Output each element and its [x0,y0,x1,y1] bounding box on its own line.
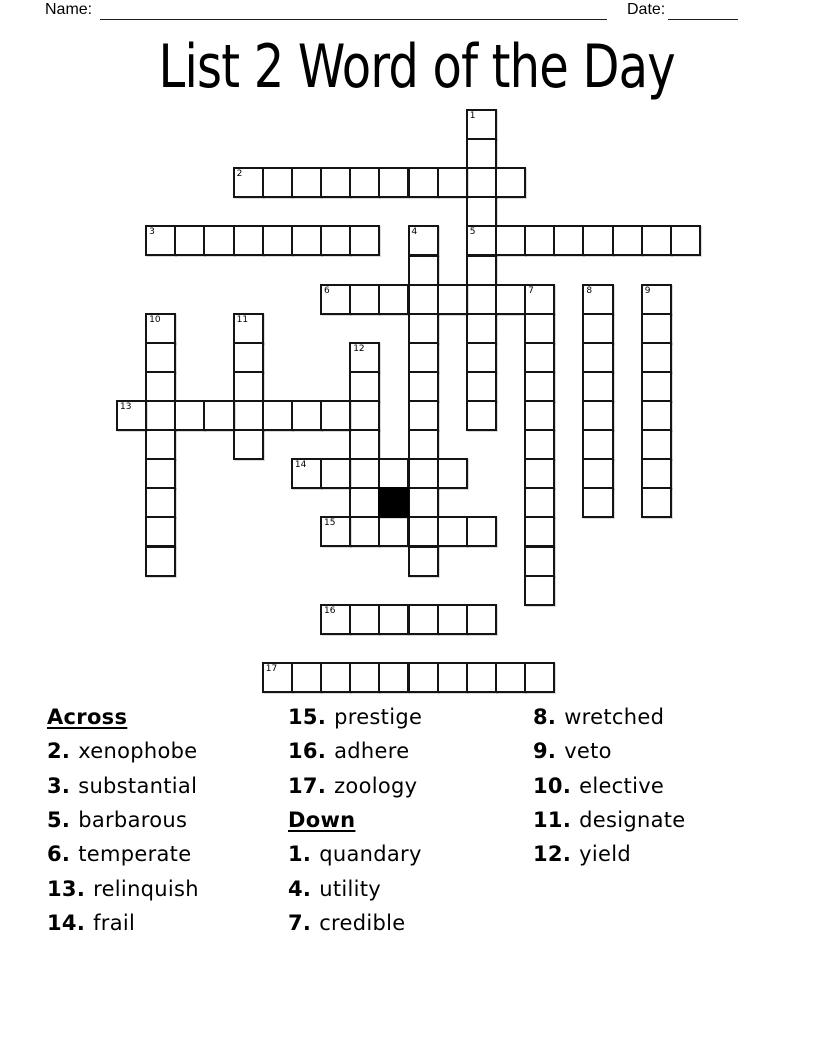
grid-cell[interactable] [408,516,439,547]
down-heading-row [288,803,422,837]
name-blank-line [100,3,607,20]
grid-cell[interactable] [233,313,264,344]
cell-number: 3 [149,227,155,238]
grid-cell[interactable] [408,604,439,635]
grid-cell[interactable] [466,167,497,198]
grid-cell[interactable] [145,313,176,344]
grid-cell[interactable] [466,138,497,169]
grid-cell[interactable] [408,313,439,344]
grid-cell[interactable] [524,284,555,315]
grid-cell[interactable] [320,516,351,547]
clue-item [288,734,422,768]
clue-item [288,769,422,803]
across-heading: Across [47,705,128,730]
grid-cell[interactable] [174,225,205,256]
grid-cell[interactable] [408,546,439,577]
grid-cell[interactable] [320,284,351,315]
cell-number: 8 [586,285,593,296]
grid-cell[interactable] [466,604,497,635]
grid-cell[interactable] [466,284,497,315]
grid-cell[interactable] [145,225,176,256]
grid-cell[interactable] [408,342,439,373]
clue-column-1 [47,700,199,940]
grid-cell[interactable] [349,342,380,373]
grid-cell[interactable] [203,225,234,256]
clue-item [533,837,686,871]
grid-cell[interactable] [349,284,380,315]
grid-cell[interactable] [262,400,293,431]
grid-cell[interactable] [233,167,264,198]
clue-item [533,734,686,768]
clue-word: wretched [564,705,665,730]
grid-cell[interactable] [612,225,643,256]
clue-item [288,837,422,871]
clue-word: zoology [334,773,418,798]
grid-cell[interactable] [408,284,439,315]
clue-number: 7. [288,910,312,935]
grid-cell[interactable] [582,225,613,256]
grid-cell[interactable] [349,458,380,489]
grid-cell[interactable] [349,167,380,198]
grid-cell[interactable] [524,575,555,606]
grid-cell[interactable] [582,458,613,489]
grid-cell[interactable] [349,487,380,518]
clue-word: elective [579,773,665,798]
clue-number: 3. [47,773,71,798]
grid-cell[interactable] [408,429,439,460]
clue-item [47,769,199,803]
grid-cell[interactable] [437,516,468,547]
grid-cell[interactable] [641,429,672,460]
grid-cell[interactable] [262,225,293,256]
grid-cell[interactable] [641,458,672,489]
grid-cell[interactable] [466,342,497,373]
clue-item [47,871,199,905]
date-label: Date: [627,1,666,18]
grid-cell[interactable] [291,400,322,431]
clue-column-3 [533,700,686,871]
grid-cell[interactable] [495,167,526,198]
grid-cell[interactable] [641,284,672,315]
grid-cell[interactable] [524,429,555,460]
grid-cell[interactable] [495,225,526,256]
grid-cell[interactable] [408,487,439,518]
grid-cell[interactable] [145,487,176,518]
grid-cell[interactable] [203,400,234,431]
grid-cell[interactable] [145,371,176,402]
grid-cell[interactable] [320,167,351,198]
grid-cell[interactable] [145,458,176,489]
clue-word: designate [579,808,686,833]
grid-cell[interactable] [349,225,380,256]
grid-cell[interactable] [378,284,409,315]
grid-cell[interactable] [320,225,351,256]
grid-cell[interactable] [233,429,264,460]
clue-word: quandary [319,842,422,867]
date-blank-line [668,3,738,20]
grid-cell[interactable] [641,313,672,344]
grid-cell[interactable] [174,400,205,431]
clue-word: prestige [334,705,423,730]
grid-cell[interactable] [291,167,322,198]
cell-number: 12 [353,343,365,354]
grid-cell[interactable] [582,371,613,402]
clue-item [533,700,686,734]
grid-cell[interactable] [408,662,439,693]
clue-word: barbarous [78,808,188,833]
grid-cell[interactable] [524,342,555,373]
clue-number: 15. [288,705,327,730]
clue-item [533,769,686,803]
grid-cell[interactable] [349,371,380,402]
grid-cell[interactable] [437,284,468,315]
grid-cell[interactable] [349,429,380,460]
grid-cell[interactable] [262,662,293,693]
grid-cell[interactable] [408,225,439,256]
grid-cell[interactable] [641,225,672,256]
grid-cell[interactable] [582,342,613,373]
cell-number: 10 [149,314,161,325]
grid-cell[interactable] [291,662,322,693]
clue-item [533,803,686,837]
grid-cell[interactable] [641,371,672,402]
clue-number: 16. [288,739,327,764]
black-cell [378,487,409,518]
clue-word: credible [319,910,406,935]
clue-number: 13. [47,876,86,901]
grid-cell[interactable] [378,167,409,198]
clue-number: 6. [47,842,71,867]
cell-number: 13 [120,402,132,412]
grid-cell[interactable] [378,662,409,693]
clue-item [288,700,422,734]
grid-cell[interactable] [408,458,439,489]
grid-cell[interactable] [408,371,439,402]
grid-cell[interactable] [145,516,176,547]
grid-cell[interactable] [349,604,380,635]
cell-number: 9 [644,285,651,296]
grid-cell[interactable] [582,400,613,431]
cell-number: 5 [469,227,476,238]
grid-cell[interactable] [466,255,497,286]
grid-cell[interactable] [233,225,264,256]
grid-cell[interactable] [524,662,555,693]
cell-number: 16 [324,605,336,616]
grid-cell[interactable] [524,313,555,344]
clue-word: utility [319,876,382,901]
cell-number: 17 [265,663,278,674]
grid-cell[interactable] [670,225,701,256]
clue-word: veto [564,739,612,764]
grid-cell[interactable] [116,400,147,431]
name-label: Name: [45,1,93,18]
grid-cell[interactable] [582,487,613,518]
grid-cell[interactable] [582,284,613,315]
grid-cell[interactable] [582,313,613,344]
clue-number: 11. [533,808,572,833]
grid-cell[interactable] [145,400,176,431]
cell-number: 6 [324,285,330,296]
grid-cell[interactable] [553,225,584,256]
grid-cell[interactable] [233,400,264,431]
grid-cell[interactable] [349,400,380,431]
clue-word: frail [93,910,136,935]
grid-cell[interactable] [524,546,555,577]
grid-cell[interactable] [233,342,264,373]
cell-number: 15 [324,518,336,529]
clue-item [47,906,199,940]
clue-number: 12. [533,842,572,867]
grid-cell[interactable] [466,662,497,693]
grid-cell[interactable] [408,167,439,198]
down-heading: Down [288,808,356,833]
clue-word: adhere [334,739,410,764]
grid-cell[interactable] [320,662,351,693]
grid-cell[interactable] [262,167,293,198]
name-date-header [0,0,816,24]
grid-cell[interactable] [524,371,555,402]
cell-number: 11 [236,314,249,325]
cell-number: 7 [528,285,534,296]
clue-word: relinquish [93,876,199,901]
cell-number: 2 [236,169,243,180]
clue-number: 17. [288,773,327,798]
grid-cell[interactable] [320,400,351,431]
clue-number: 1. [288,842,312,867]
grid-cell[interactable] [408,255,439,286]
clue-word: substantial [78,773,198,798]
grid-cell[interactable] [641,487,672,518]
clue-number: 5. [47,808,71,833]
page-title-text: List 2 Word of the Day [158,32,676,102]
grid-cell[interactable] [145,546,176,577]
clue-item [47,734,199,768]
cell-number: 14 [294,460,307,471]
clue-number: 9. [533,739,557,764]
grid-cell[interactable] [524,458,555,489]
grid-cell[interactable] [437,662,468,693]
grid-cell[interactable] [437,458,468,489]
grid-cell[interactable] [378,458,409,489]
grid-cell[interactable] [233,371,264,402]
grid-cell[interactable] [524,487,555,518]
grid-cell[interactable] [145,429,176,460]
clue-word: yield [579,842,631,867]
clue-column-2 [288,700,422,940]
cell-number: 4 [411,227,418,238]
clue-word: xenophobe [78,739,198,764]
page-title [9,32,816,102]
cell-number: 1 [469,111,476,121]
grid-cell[interactable] [437,167,468,198]
grid-cell[interactable] [524,400,555,431]
grid-cell[interactable] [145,342,176,373]
clue-item [47,803,199,837]
grid-cell[interactable] [291,458,322,489]
clue-number: 8. [533,705,557,730]
grid-cell[interactable] [582,429,613,460]
clue-word: temperate [78,842,192,867]
grid-cell[interactable] [466,516,497,547]
grid-cell[interactable] [378,516,409,547]
grid-cell[interactable] [466,400,497,431]
grid-cell[interactable] [408,400,439,431]
clue-number: 14. [47,910,86,935]
grid-cell[interactable] [495,662,526,693]
clue-item [47,837,199,871]
grid-cell[interactable] [437,604,468,635]
grid-cell[interactable] [524,516,555,547]
clue-item [288,871,422,905]
clue-number: 4. [288,876,312,901]
grid-cell[interactable] [641,400,672,431]
grid-cell[interactable] [378,604,409,635]
clue-item [288,906,422,940]
grid-cell[interactable] [466,196,497,227]
clue-number: 10. [533,773,572,798]
clue-number: 2. [47,739,71,764]
grid-cell[interactable] [349,662,380,693]
grid-cell[interactable] [320,458,351,489]
grid-cell[interactable] [495,284,526,315]
grid-cell[interactable] [466,371,497,402]
grid-cell[interactable] [466,225,497,256]
across-heading-row [47,700,199,734]
grid-cell[interactable] [349,516,380,547]
grid-cell[interactable] [641,342,672,373]
grid-cell[interactable] [291,225,322,256]
grid-cell[interactable] [320,604,351,635]
grid-cell[interactable] [466,109,497,140]
grid-cell[interactable] [466,313,497,344]
grid-cell[interactable] [524,225,555,256]
